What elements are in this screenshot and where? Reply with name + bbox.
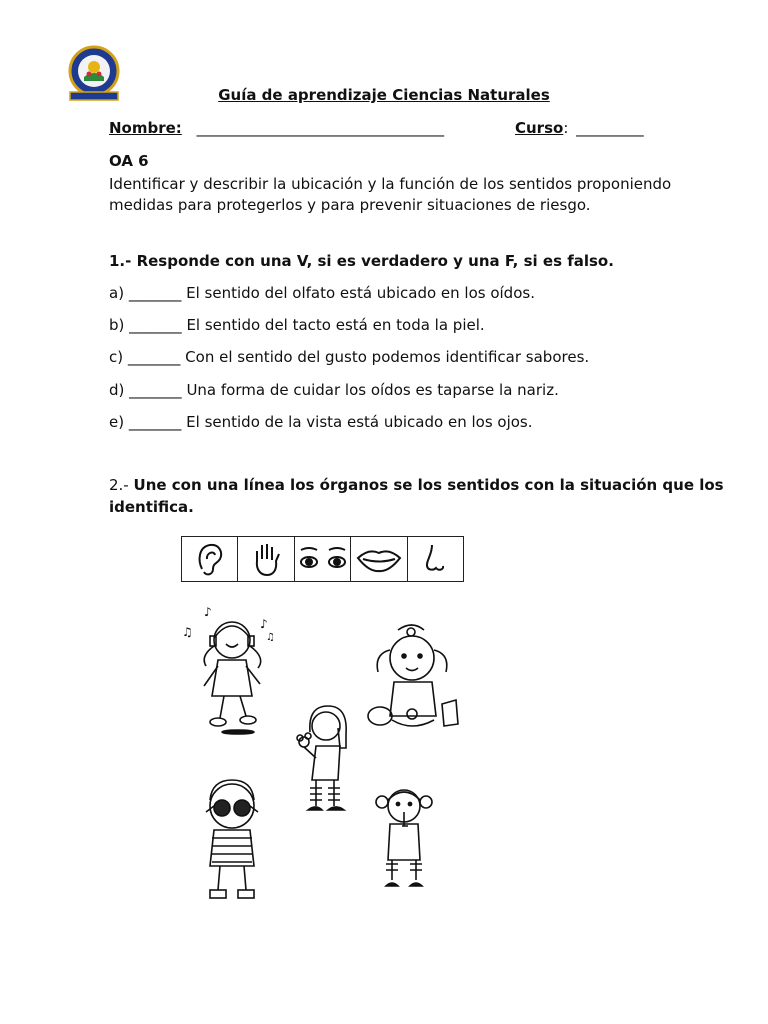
true-false-item xyxy=(109,412,533,433)
course-blank[interactable]: _________ xyxy=(576,119,644,137)
item-text: El sentido del tacto está en toda la piel. xyxy=(186,316,485,334)
mouth-icon[interactable] xyxy=(351,537,407,581)
objective-code: OA 6 xyxy=(109,152,149,170)
answer-blank[interactable]: _______ xyxy=(127,348,181,366)
course-field-line xyxy=(515,118,644,139)
svg-text:♪: ♪ xyxy=(260,617,268,631)
page-title: Guía de aprendizaje Ciencias Naturales xyxy=(218,86,550,104)
course-label: Curso xyxy=(515,119,564,137)
item-letter: d) xyxy=(109,381,125,399)
ear-icon[interactable] xyxy=(182,537,238,581)
item-letter: c) xyxy=(109,348,124,366)
item-letter: a) xyxy=(109,284,125,302)
item-letter: b) xyxy=(109,316,125,334)
name-field-line xyxy=(109,118,444,139)
item-text: Una forma de cuidar los oídos es taparse la nariz. xyxy=(186,381,559,399)
section2-number: 2.- xyxy=(109,476,129,494)
answer-blank[interactable]: _______ xyxy=(129,381,182,399)
nose-icon[interactable] xyxy=(408,537,463,581)
child-smelling-flower-illustration[interactable] xyxy=(294,702,356,826)
true-false-item xyxy=(109,347,589,368)
objective-line-1: Identificar y describir la ubicación y la función de los sentidos proponiendo xyxy=(109,175,672,193)
answer-blank[interactable]: _______ xyxy=(129,316,182,334)
section2-title-line-1 xyxy=(109,475,724,496)
item-text: Con el sentido del gusto podemos identificar sabores. xyxy=(185,348,590,366)
section2-title: Une con una línea los órganos se los sentidos con la situación que los xyxy=(133,476,724,494)
name-blank[interactable]: _________________________________ xyxy=(196,119,445,137)
child-with-binoculars-illustration[interactable] xyxy=(196,778,268,908)
hand-icon[interactable] xyxy=(238,537,294,581)
objective-line-2: medidas para protegerlos y para prevenir situaciones de riesgo. xyxy=(109,196,591,214)
section1-title: 1.- Responde con una V, si es verdadero y una F, si es falso. xyxy=(109,252,614,270)
course-colon: : xyxy=(563,119,569,137)
section2-title-line-2: identifica. xyxy=(109,498,194,516)
svg-text:♫: ♫ xyxy=(266,632,275,643)
true-false-item xyxy=(109,380,559,401)
svg-text:♫: ♫ xyxy=(182,625,193,639)
child-touching-nose-illustration[interactable] xyxy=(372,780,436,902)
answer-blank[interactable]: _______ xyxy=(128,284,182,302)
true-false-item xyxy=(109,315,485,336)
item-text: El sentido de la vista está ubicado en los ojos. xyxy=(186,413,533,431)
true-false-item xyxy=(109,283,535,304)
sense-organs-table xyxy=(181,536,464,582)
child-tasting-food-illustration[interactable] xyxy=(362,620,466,746)
eyes-icon[interactable] xyxy=(295,537,351,581)
name-label: Nombre: xyxy=(109,119,182,137)
svg-text:♪: ♪ xyxy=(204,606,212,619)
child-listening-music-illustration[interactable] xyxy=(180,606,280,740)
item-text: El sentido del olfato está ubicado en los oídos. xyxy=(186,284,535,302)
item-letter: e) xyxy=(109,413,125,431)
answer-blank[interactable]: _______ xyxy=(128,413,182,431)
